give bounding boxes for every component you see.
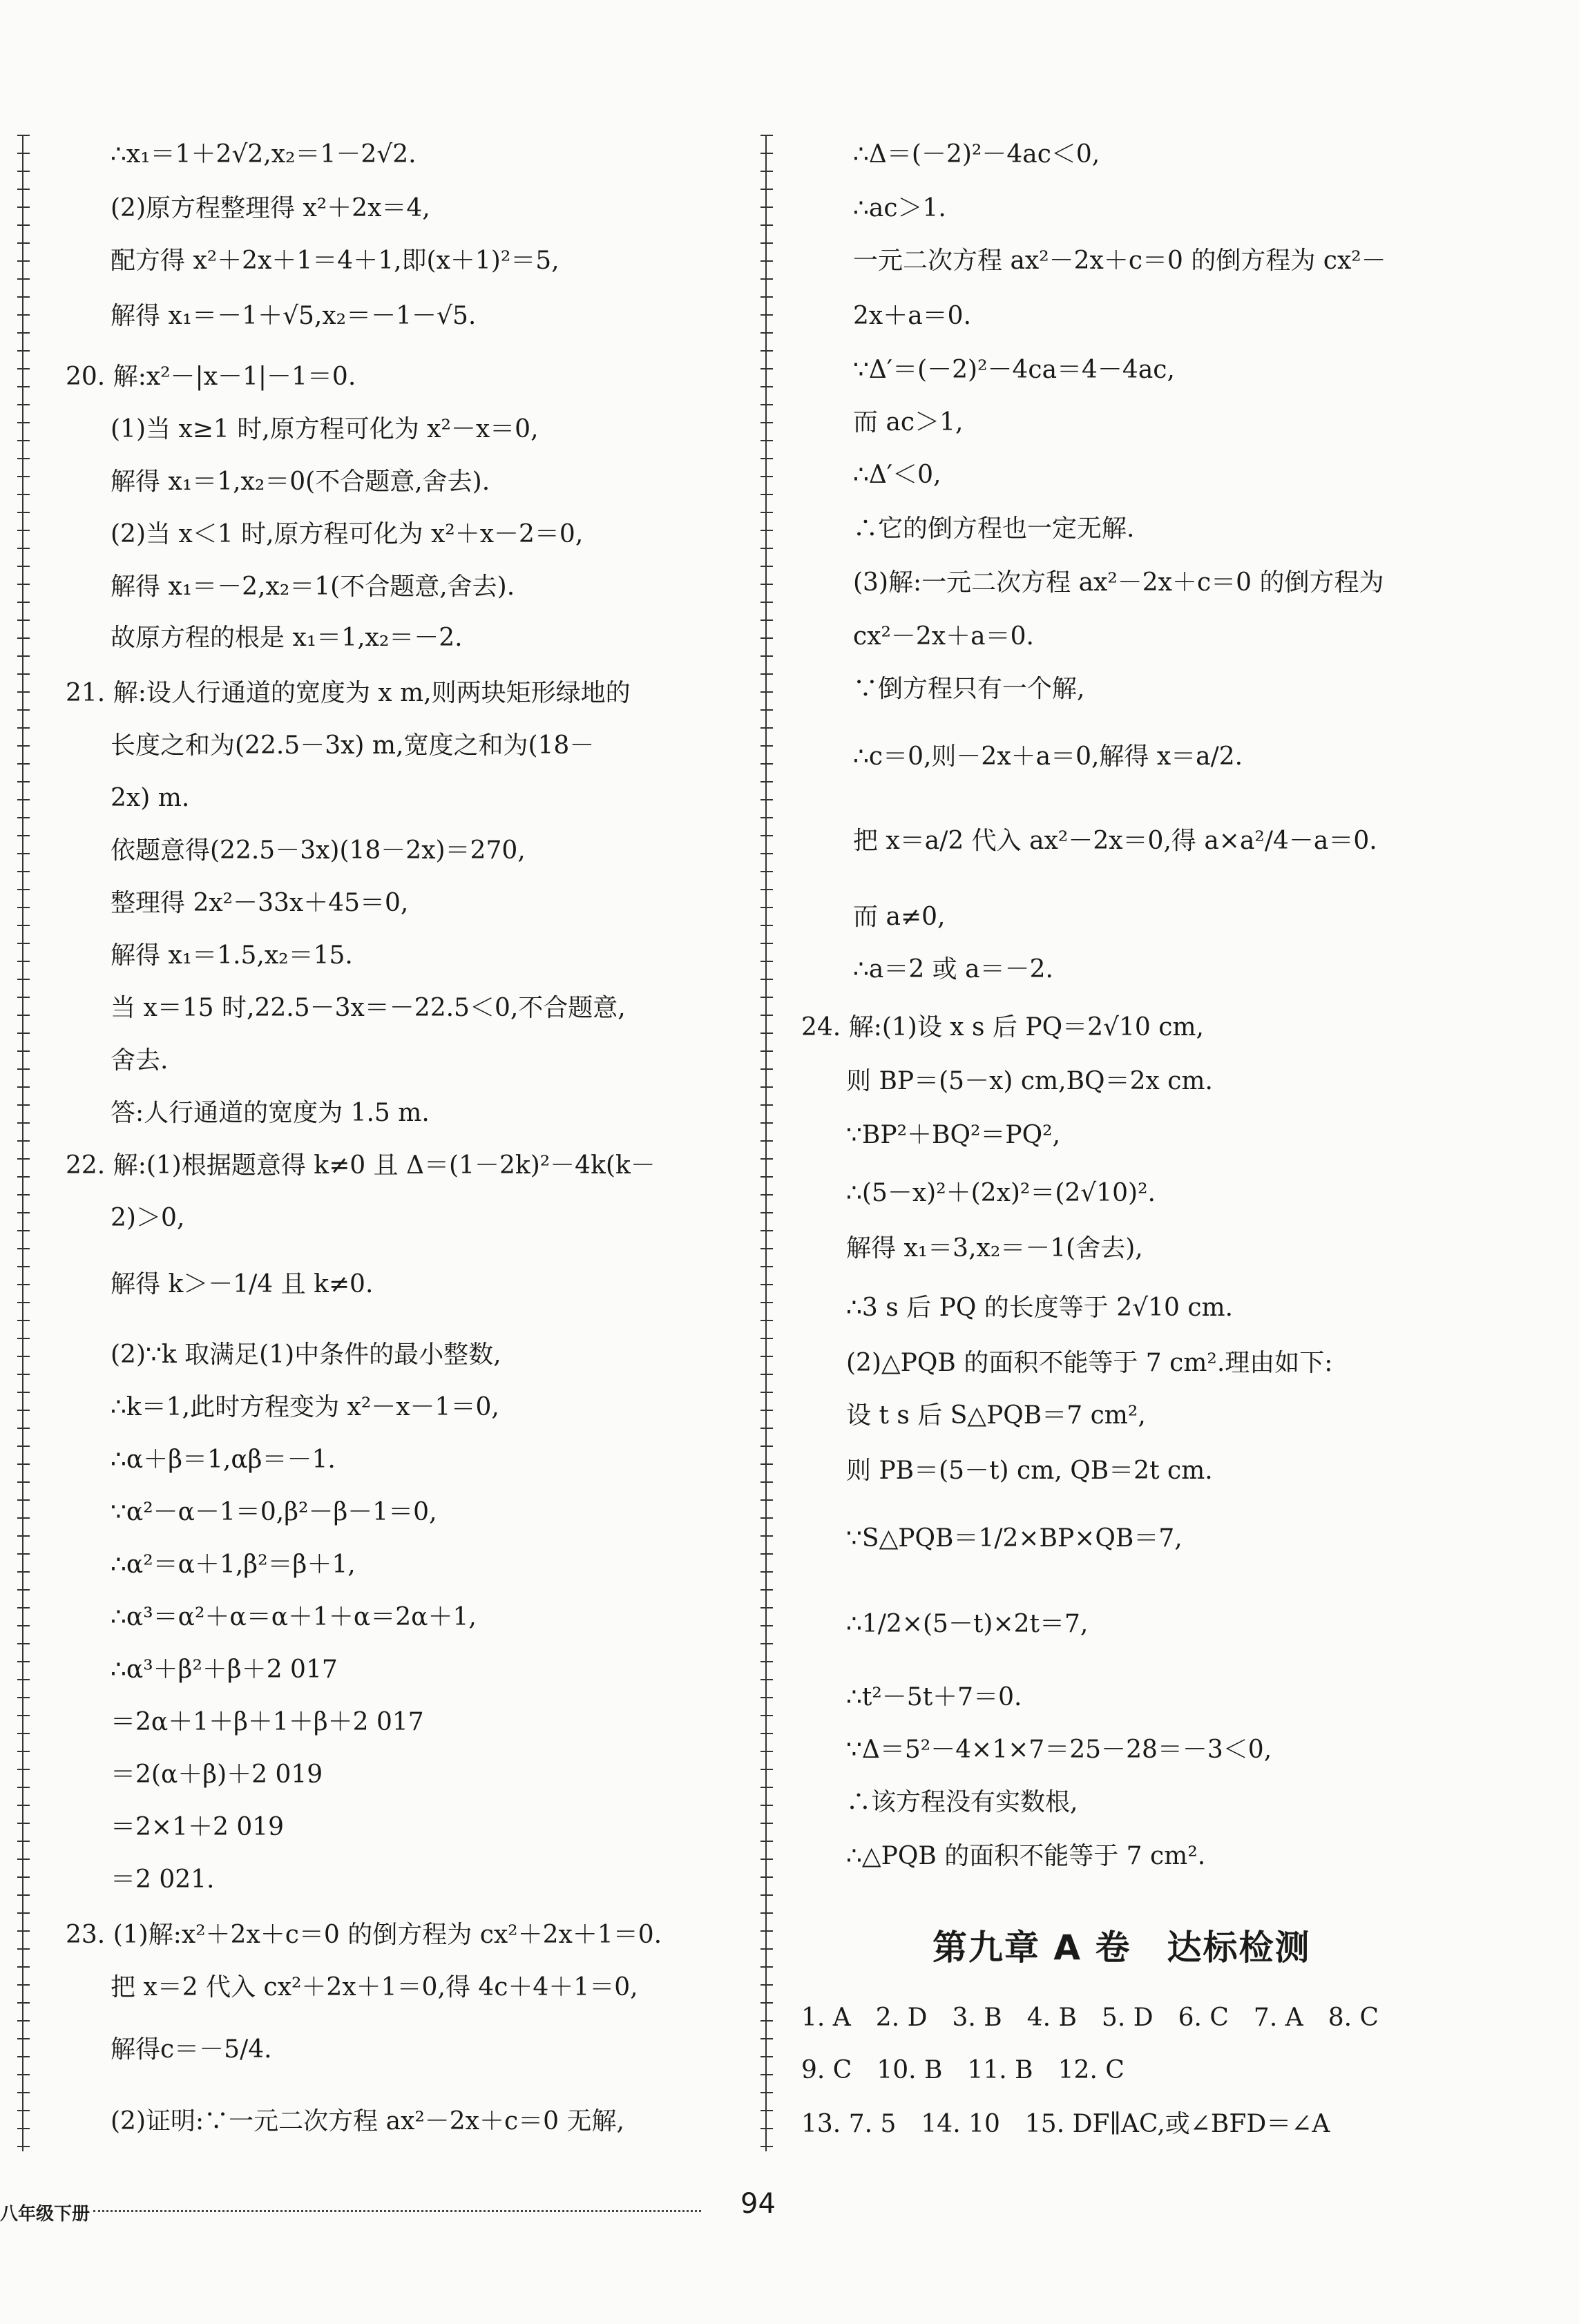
text-line: 解得 k＞－1/4 且 k≠0. xyxy=(111,1270,374,1298)
answer-line: 9. C 10. B 11. B 12. C xyxy=(801,2056,1125,2084)
text-line: 23. (1)解:x²＋2x＋c＝0 的倒方程为 cx²＋2x＋1＝0. xyxy=(66,1921,662,1949)
text-line: ∴α²＝α＋1,β²＝β＋1, xyxy=(111,1550,356,1579)
text-line: ∴ac＞1. xyxy=(853,194,946,222)
text-line: 而 a≠0, xyxy=(853,903,946,931)
text-line: ∵BP²＋BQ²＝PQ², xyxy=(846,1121,1061,1149)
page-number: 94 xyxy=(740,2188,776,2220)
text-line: ∴α³＝α²＋α＝α＋1＋α＝2α＋1, xyxy=(111,1603,477,1631)
text-line: 2x) m. xyxy=(111,784,190,812)
text-line: ∴k＝1,此时方程变为 x²－x－1＝0, xyxy=(111,1393,499,1421)
text-line: 配方得 x²＋2x＋1＝4＋1,即(x＋1)²＝5, xyxy=(111,247,559,275)
text-line: 解得 x₁＝1.5,x₂＝15. xyxy=(111,941,353,970)
text-line: ∴c＝0,则－2x＋a＝0,解得 x＝a/2. xyxy=(853,742,1243,771)
text-line: ∴1/2×(5－t)×2t＝7, xyxy=(846,1610,1089,1638)
text-line: ＝2α＋1＋β＋1＋β＋2 017 xyxy=(111,1708,424,1736)
text-line: (2)当 x＜1 时,原方程可化为 x²＋x－2＝0, xyxy=(111,520,584,548)
text-line: ∵Δ＝5²－4×1×7＝25－28＝－3＜0, xyxy=(846,1736,1272,1764)
text-line: 则 PB＝(5－t) cm, QB＝2t cm. xyxy=(846,1457,1213,1485)
text-line: ∴它的倒方程也一定无解. xyxy=(853,515,1135,543)
footer-grade-label: 八年级下册 xyxy=(0,2204,90,2225)
text-line: cx²－2x＋a＝0. xyxy=(853,622,1034,651)
text-line: 解得 x₁＝－2,x₂＝1(不合题意,舍去). xyxy=(111,573,515,601)
answer-line: 13. 7. 5 14. 10 15. DF∥AC,或∠BFD＝∠A xyxy=(801,2110,1330,2138)
text-line: ∴α³＋β²＋β＋2 017 xyxy=(111,1655,338,1684)
text-line: (2)证明:∵一元二次方程 ax²－2x＋c＝0 无解, xyxy=(111,2107,624,2135)
text-line: ∴△PQB 的面积不能等于 7 cm². xyxy=(846,1842,1206,1870)
text-line: ∵Δ′＝(－2)²－4ca＝4－4ac, xyxy=(853,356,1175,384)
text-line: ∴3 s 后 PQ 的长度等于 2√10 cm. xyxy=(846,1294,1234,1322)
text-line: 20. 解:x²－|x－1|－1＝0. xyxy=(66,363,356,391)
text-line: 解得 x₁＝－1＋√5,x₂＝－1－√5. xyxy=(111,302,477,330)
text-line: ∴a＝2 或 a＝－2. xyxy=(853,955,1053,983)
text-line: 长度之和为(22.5－3x) m,宽度之和为(18－ xyxy=(111,731,595,760)
answer-line: 1. A 2. D 3. B 4. B 5. D 6. C 7. A 8. C xyxy=(801,2004,1379,2032)
text-line: 舍去. xyxy=(111,1046,169,1075)
text-line: ∴Δ′＜0, xyxy=(853,461,941,489)
text-line: 解得c＝－5/4. xyxy=(111,2035,272,2064)
text-line: ∴x₁＝1＋2√2,x₂＝1－2√2. xyxy=(111,140,417,169)
text-line: 依题意得(22.5－3x)(18－2x)＝270, xyxy=(111,836,526,865)
text-line: 把 x＝2 代入 cx²＋2x＋1＝0,得 4c＋4＋1＝0, xyxy=(111,1973,638,2001)
text-line: ∴α＋β＝1,αβ＝－1. xyxy=(111,1446,336,1474)
text-line: 故原方程的根是 x₁＝1,x₂＝－2. xyxy=(111,624,463,652)
text-line: ＝2×1＋2 019 xyxy=(111,1813,285,1841)
column-divider-rule xyxy=(765,135,767,2151)
text-line: ＝2 021. xyxy=(111,1865,215,1894)
text-line: 而 ac＞1, xyxy=(853,408,964,436)
text-line: (2)原方程整理得 x²＋2x＝4, xyxy=(111,194,430,222)
text-line: ∴t²－5t＋7＝0. xyxy=(846,1683,1022,1711)
text-line: 24. 解:(1)设 x s 后 PQ＝2√10 cm, xyxy=(801,1013,1204,1041)
text-line: 则 BP＝(5－x) cm,BQ＝2x cm. xyxy=(846,1067,1213,1095)
text-line: 解得 x₁＝3,x₂＝－1(舍去), xyxy=(846,1234,1143,1262)
text-line: 答:人行通道的宽度为 1.5 m. xyxy=(111,1099,430,1127)
text-line: ∴该方程没有实数根, xyxy=(846,1788,1078,1816)
text-line: (2)∵k 取满足(1)中条件的最小整数, xyxy=(111,1341,501,1369)
text-line: 21. 解:设人行通道的宽度为 x m,则两块矩形绿地的 xyxy=(66,679,631,707)
text-line: (1)当 x≥1 时,原方程可化为 x²－x＝0, xyxy=(111,415,539,443)
text-line: 把 x＝a/2 代入 ax²－2x＝0,得 a×a²/4－a＝0. xyxy=(853,827,1377,855)
text-line: 整理得 2x²－33x＋45＝0, xyxy=(111,889,409,917)
left-margin-rule xyxy=(22,135,23,2151)
section-heading: 第九章 A 卷 达标检测 xyxy=(932,1928,1311,1968)
text-line: 解得 x₁＝1,x₂＝0(不合题意,舍去). xyxy=(111,468,490,496)
footer-dotted-rule xyxy=(93,2210,701,2212)
text-line: 2)＞0, xyxy=(111,1204,185,1232)
text-line: 一元二次方程 ax²－2x＋c＝0 的倒方程为 cx²－ xyxy=(853,247,1386,275)
text-line: (3)解:一元二次方程 ax²－2x＋c＝0 的倒方程为 xyxy=(853,568,1384,597)
text-line: 22. 解:(1)根据题意得 k≠0 且 Δ＝(1－2k)²－4k(k－ xyxy=(66,1151,655,1180)
text-line: ∵S△PQB＝1/2×BP×QB＝7, xyxy=(846,1524,1183,1553)
text-line: 2x＋a＝0. xyxy=(853,302,972,330)
text-line: ＝2(α＋β)＋2 019 xyxy=(111,1760,323,1789)
text-line: 当 x＝15 时,22.5－3x＝－22.5＜0,不合题意, xyxy=(111,994,626,1022)
text-line: ∵α²－α－1＝0,β²－β－1＝0, xyxy=(111,1498,437,1526)
text-line: ∵倒方程只有一个解, xyxy=(853,675,1085,703)
text-line: (2)△PQB 的面积不能等于 7 cm².理由如下: xyxy=(846,1349,1333,1377)
text-line: ∴(5－x)²＋(2x)²＝(2√10)². xyxy=(846,1179,1156,1207)
text-line: ∴Δ＝(－2)²－4ac＜0, xyxy=(853,140,1100,169)
text-line: 设 t s 后 S△PQB＝7 cm², xyxy=(846,1401,1146,1430)
